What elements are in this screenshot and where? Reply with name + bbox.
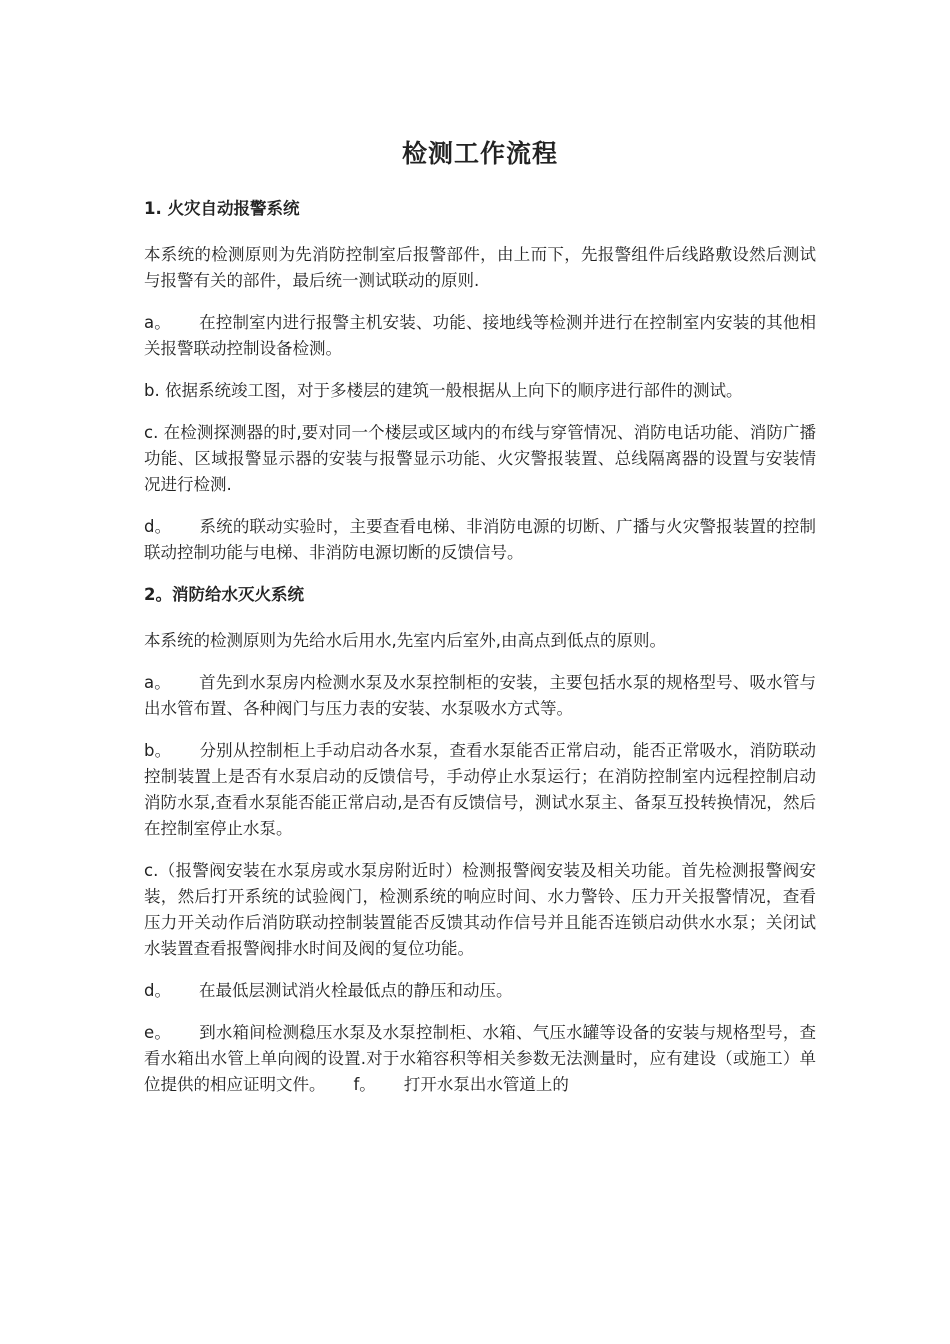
item-marker: a。 (144, 313, 171, 332)
section-2-heading (144, 582, 816, 608)
item-marker: b. (144, 381, 160, 400)
section-1-item-a (144, 310, 816, 362)
item-marker: d。 (144, 981, 171, 1000)
item-marker: b。 (144, 741, 172, 760)
item-text: 在最低层测试消火栓最低点的静压和动压。 (198, 981, 513, 1000)
item-text: 分别从控制柜上手动启动各水泵，查看水泵能否正常启动，能否正常吸水，消防联动控制装置上是否有水泵启动的反馈信号，手动停止水泵运行；在消防控制室内远程控制启动消防水泵,查看水泵能否能正常启动,是否有反馈信号，测试水泵主、备泵互投转换情况，然后在控制室停止水泵。 (144, 741, 816, 838)
document-page (144, 120, 816, 1114)
item-text: 依据系统竣工图，对于多楼层的建筑一般根据从上向下的顺序进行部件的测试。 (164, 381, 743, 400)
item-text: （报警阀安装在水泵房或水泵房附近时）检测报警阀安装及相关功能。首先检测报警阀安装，然后打开系统的试验阀门，检测系统的响应时间、水力警铃、压力开关报警情况，查看压力开关动作后消防联动控制装置能否反馈其动作信号并且能否连锁启动供水水泵；关闭试水装置查看报警阀排水时间及阀的复位功能。 (144, 861, 816, 958)
section-1-item-c (144, 420, 816, 498)
section-2-intro: 本系统的检测原则为先给水后用水,先室内后室外,由高点到低点的原则。 (144, 631, 666, 650)
item-marker: d。 (144, 517, 172, 536)
document-title: 检测工作流程 (401, 139, 558, 168)
item-text: 到水箱间检测稳压水泵及水泵控制柜、水箱、气压水罐等设备的安装与规格型号，查看水箱出水管上单向阀的设置.对于水箱容积等相关参数无法测量时，应有建设（或施工）单位提供的相应证明文件。 (144, 1023, 817, 1094)
section-1-heading: 1. 火灾自动报警系统 (144, 199, 300, 218)
section-2-heading-num: 2。 (144, 585, 172, 604)
section-2-item-c (144, 858, 816, 962)
item-marker: c. (144, 423, 159, 442)
item-marker: a。 (144, 673, 171, 692)
section-1-item-d (144, 514, 816, 566)
item-text: 在控制室内进行报警主机安装、功能、接地线等检测并进行在控制室内安装的其他相关报警联动控制设备检测。 (144, 313, 816, 358)
item-text: 首先到水泵房内检测水泵及水泵控制柜的安装，主要包括水泵的规格型号、吸水管与出水管布置、各种阀门与压力表的安装、水泵吸水方式等。 (144, 673, 816, 718)
item-marker: e。 (144, 1023, 172, 1042)
section-2-heading-text: 消防给水灭火系统 (171, 585, 304, 604)
item-text: 系统的联动实验时，主要查看电梯、非消防电源的切断、广播与火灾警报装置的控制联动控制功能与电梯、非消防电源切断的反馈信号。 (144, 517, 816, 562)
section-1-item-b (144, 378, 816, 404)
item-marker: c. (144, 861, 159, 880)
section-2-item-e (144, 1020, 816, 1098)
item-text: 在检测探测器的时,要对同一个楼层或区域内的布线与穿管情况、消防电话功能、消防广播功能、区域报警显示器的安装与报警显示功能、火灾警报装置、总线隔离器的设置与安装情况进行检测. (144, 423, 816, 494)
section-2-item-d (144, 978, 816, 1004)
section-1-intro: 本系统的检测原则为先消防控制室后报警部件，由上而下，先报警组件后线路敷设然后测试与报警有关的部件，最后统一测试联动的原则. (144, 245, 816, 290)
section-2-item-a (144, 670, 816, 722)
item-text: 打开水泵出水管道上的 (403, 1075, 569, 1094)
section-2-item-b (144, 738, 816, 842)
item-marker: f。 (353, 1075, 376, 1094)
